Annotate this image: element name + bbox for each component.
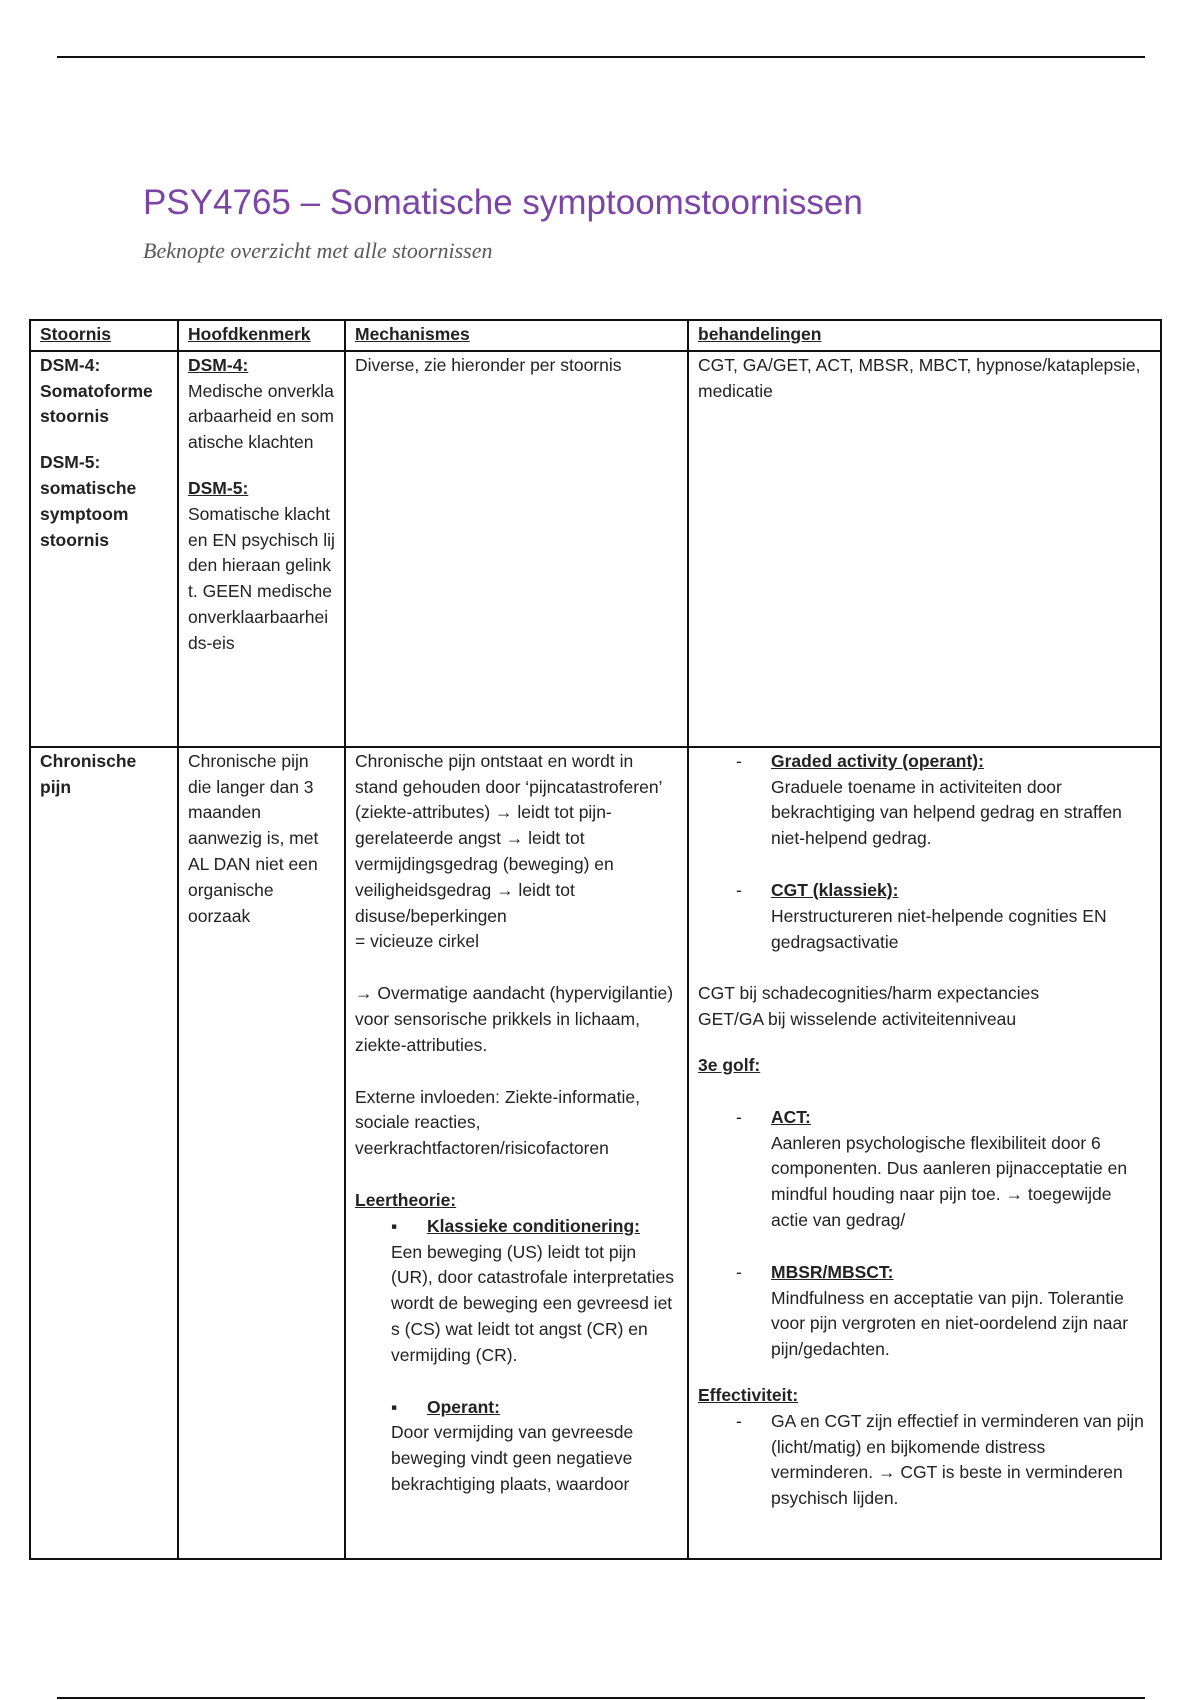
dsm4-hoofdkenmerk: Medische onverklaarbaarheid en somatische klachten	[188, 380, 334, 453]
mbsr-label: MBSR/MBSCT:	[771, 1261, 894, 1282]
list-item	[355, 1214, 679, 1498]
ga-label: Graded activity (operant):	[771, 750, 984, 771]
table-row-chronische-pijn	[30, 747, 1161, 1559]
operant-label: Operant:	[427, 1396, 500, 1417]
leertheorie-label: Leertheorie:	[355, 1189, 457, 1210]
dash-icon: -	[736, 1410, 742, 1431]
ga-text: Graduele toename in activiteiten door bekrachtiging van helpend gedrag en straffen niet-helpend gedrag.	[771, 776, 1122, 849]
dsm5-label: DSM-5:	[40, 452, 101, 473]
cgt-text: Herstructureren niet-helpende cognities EN gedragsactivatie	[771, 905, 1107, 952]
effectiviteit-label: Effectiviteit:	[698, 1384, 799, 1405]
list-item	[698, 1260, 1152, 1363]
cell-behandelingen	[688, 747, 1161, 1559]
cell-stoornis	[30, 351, 178, 747]
operant-text: Door vermijding van gevreesde beweging vindt geen negatieve bekrachtiging plaats, waardoor	[391, 1422, 634, 1494]
header-behandelingen: behandelingen	[688, 320, 1161, 351]
dash-icon: -	[736, 879, 742, 900]
disorders-table	[29, 319, 1162, 1560]
table-header-row	[30, 320, 1161, 351]
golf-label: 3e golf:	[698, 1054, 761, 1075]
treatment-note-2: GET/GA bij wisselende activiteitenniveau	[698, 1009, 1017, 1030]
dash-icon: -	[736, 750, 742, 771]
dsm4-stoornis: Somatoforme stoornis	[40, 380, 153, 427]
list-item	[698, 1105, 1152, 1234]
document-title: PSY4765 – Somatische symptoomstoornissen	[143, 183, 863, 222]
list-item	[698, 878, 1152, 955]
cell-hoofdkenmerk: Chronische pijn die langer dan 3 maanden aanwezig is, met AL DAN niet een organische oorzaak	[178, 747, 345, 1559]
mechanism-external: Externe invloeden: Ziekte-informatie, sociale reacties, veerkrachtfactoren/risicofactoren	[355, 1086, 640, 1159]
bullet-icon: ▪	[391, 1215, 398, 1236]
dash-icon: -	[736, 1261, 742, 1282]
dsm4-label: DSM-4:	[40, 354, 101, 375]
header-mechanismes: Mechanismes	[345, 320, 688, 351]
mechanism-cycle-end: = vicieuze cirkel	[355, 931, 480, 952]
document-subtitle: Beknopte overzicht met alle stoornissen	[143, 238, 493, 263]
dsm4-label: DSM-4:	[188, 354, 249, 375]
header-rule	[57, 56, 1145, 58]
treatment-note-1: CGT bij schadecognities/harm expectancies	[698, 983, 1040, 1004]
mechanism-cycle: Chronische pijn ontstaat en wordt in stand gehouden door ‘pijncatastroferen’ (ziekte-attributes) → leidt tot pijn-gerelateerde angst → leidt tot vermijdingsgedrag (beweging) en veiligheidsgedrag → leidt tot disuse/beperkingen	[355, 750, 662, 926]
cgt-label: CGT (klassiek):	[771, 879, 899, 900]
mechanism-hypervigilance: → Overmatige aandacht (hypervigilantie) voor sensorische prikkels in lichaam, ziekte-attributies.	[355, 983, 674, 1055]
bullet-icon: ▪	[391, 1396, 398, 1417]
dash-icon: -	[736, 1106, 742, 1127]
klassiek-label: Klassieke conditionering:	[427, 1215, 640, 1236]
cell-hoofdkenmerk	[178, 351, 345, 747]
list-item	[698, 749, 1152, 852]
list-item	[698, 1409, 1152, 1512]
act-text: Aanleren psychologische flexibiliteit door 6 componenten. Dus aanleren pijnacceptatie en mindful houding naar pijn toe. → toegewijde actie van gedrag/	[771, 1132, 1128, 1230]
header-stoornis: Stoornis	[30, 320, 178, 351]
cell-mechanismes: Diverse, zie hieronder per stoornis	[345, 351, 688, 747]
header-hoofdkenmerk: Hoofdkenmerk	[178, 320, 345, 351]
cell-behandelingen: CGT, GA/GET, ACT, MBSR, MBCT, hypnose/kataplepsie, medicatie	[688, 351, 1161, 747]
act-label: ACT:	[771, 1106, 811, 1127]
dsm5-label: DSM-5:	[188, 477, 249, 498]
klassiek-text: Een beweging (US) leidt tot pijn (UR), door catastrofale interpretaties wordt de beweging een gevreesd iet s (CS) wat leidt tot angst (CR) en vermijding (CR).	[391, 1241, 675, 1365]
dsm5-stoornis: somatische symptoom stoornis	[40, 477, 137, 550]
table-row-somatic	[30, 351, 1161, 747]
cell-mechanismes	[345, 747, 688, 1559]
effectiviteit-text: GA en CGT zijn effectief in verminderen van pijn (licht/matig) en bijkomende distress verminderen. → CGT is beste in verminderen psychisch lijden.	[771, 1410, 1144, 1509]
dsm5-hoofdkenmerk: Somatische klachten EN psychisch lijden hieraan gelinkt. GEEN medische onverklaarbaarheids-eis	[188, 503, 335, 653]
footer-rule	[57, 1697, 1145, 1699]
mbsr-text: Mindfulness en acceptatie van pijn. Tolerantie voor pijn vergroten en niet-oordelend zijn naar pijn/gedachten.	[771, 1287, 1129, 1360]
cell-stoornis: Chronische pijn	[30, 747, 178, 1559]
